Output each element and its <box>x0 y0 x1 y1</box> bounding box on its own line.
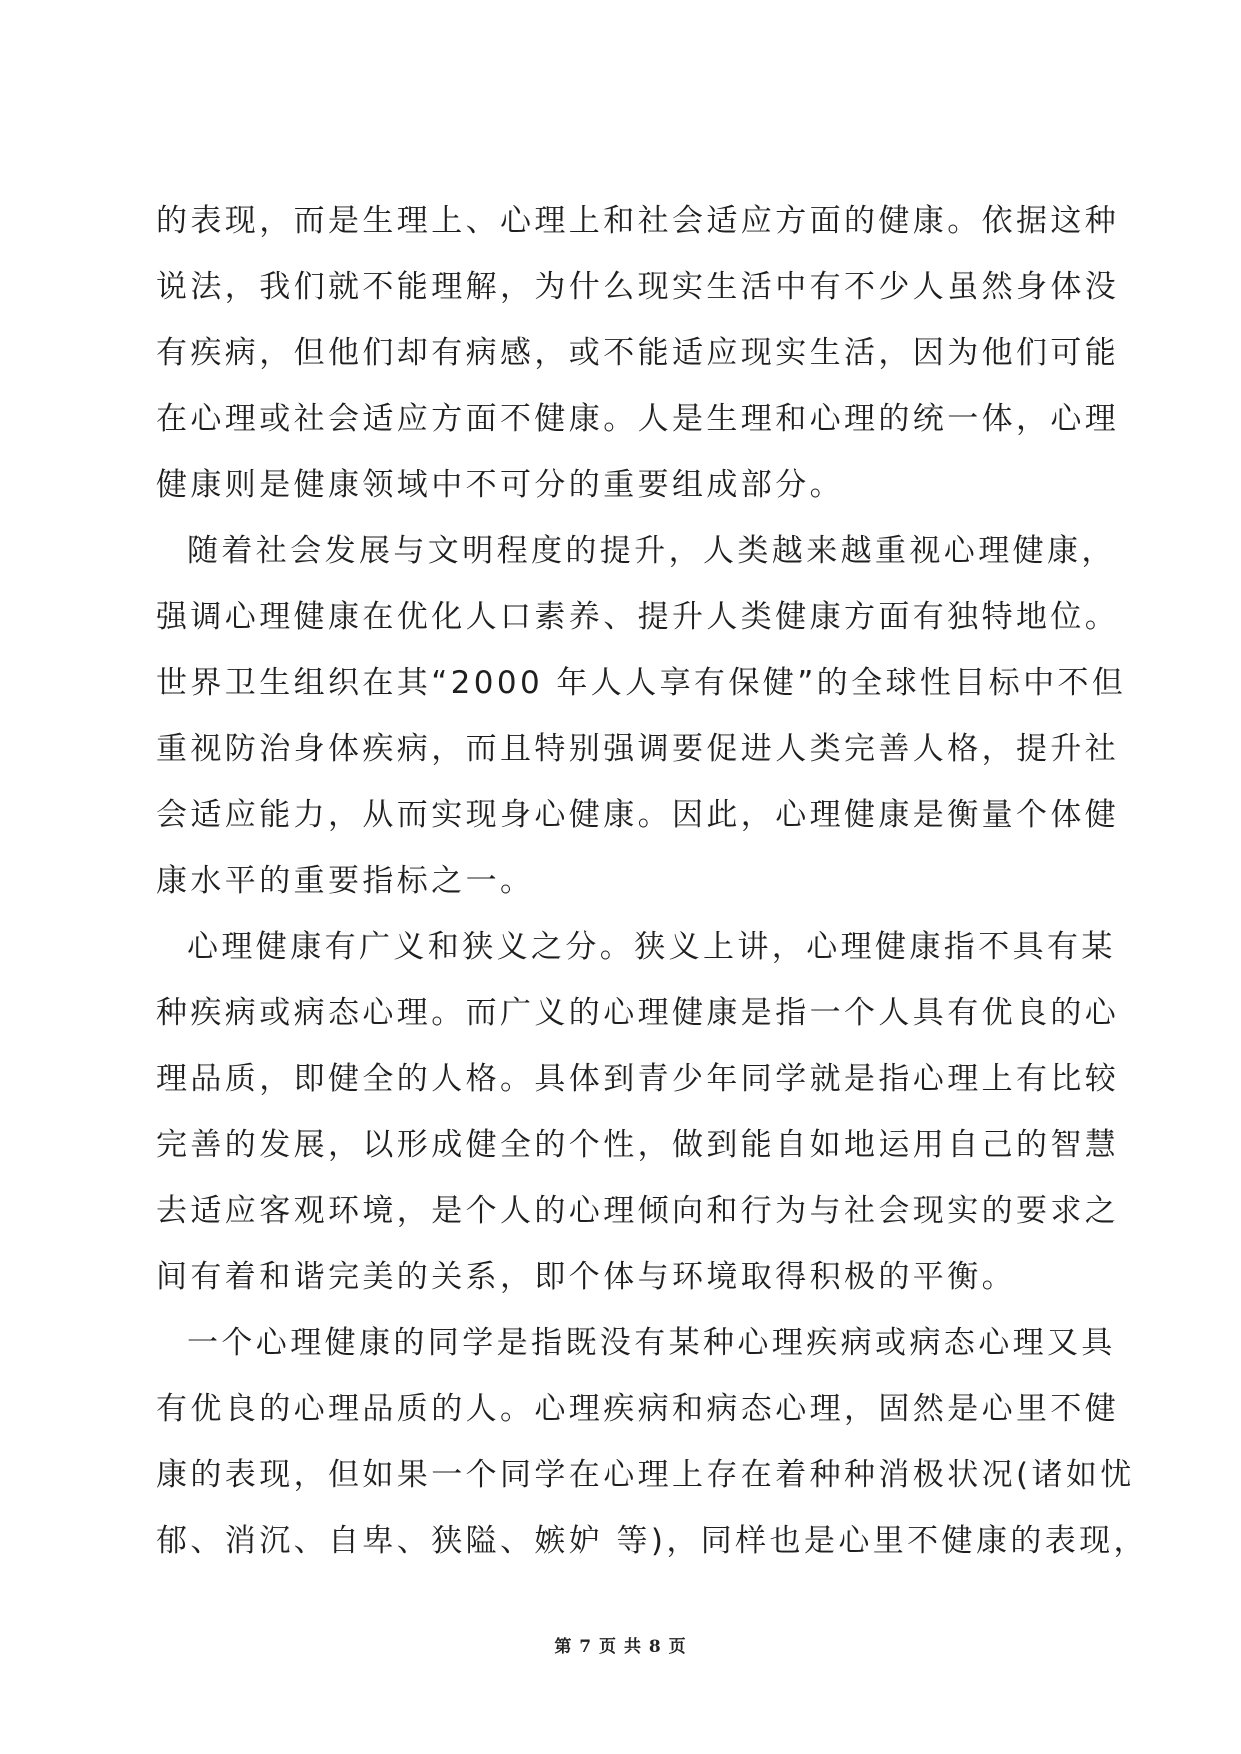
text-line: 完善的发展，以形成健全的个性，做到能自如地运用自己的智慧 <box>156 1127 1120 1163</box>
text-line: 随着社会发展与文明程度的提升，人类越来越重视心理健康， <box>187 533 1116 569</box>
text-line: 强调心理健康在优化人口素养、提升人类健康方面有独特地位。 <box>156 599 1120 635</box>
text-line: 去适应客观环境，是个人的心理倾向和行为与社会现实的要求之 <box>156 1193 1120 1229</box>
text-line: 康水平的重要指标之一。 <box>156 863 535 899</box>
paragraph-4 <box>156 1310 1148 1574</box>
text-line: 有疾病，但他们却有病感，或不能适应现实生活，因为他们可能 <box>156 335 1120 371</box>
text-line: 心理健康有广义和狭义之分。狭义上讲，心理健康指不具有某 <box>187 929 1116 965</box>
text-line: 康的表现，但如果一个同学在心理上存在着种种消极状况(诸如忧 <box>156 1457 1135 1493</box>
text-line: 的表现，而是生理上、心理上和社会适应方面的健康。依据这种 <box>156 203 1120 239</box>
text-line: 理品质，即健全的人格。具体到青少年同学就是指心理上有比较 <box>156 1061 1120 1097</box>
text-line: 说法，我们就不能理解，为什么现实生活中有不少人虽然身体没 <box>156 269 1120 305</box>
text-line: 重视防治身体疾病，而且特别强调要促进人类完善人格，提升社 <box>156 731 1120 767</box>
paragraph-1 <box>156 188 1120 518</box>
text-line: 间有着和谐完美的关系，即个体与环境取得积极的平衡。 <box>156 1259 1016 1295</box>
text-line: 有优良的心理品质的人。心理疾病和病态心理，固然是心里不健 <box>156 1391 1120 1427</box>
document-body <box>156 188 1148 1574</box>
text-line: 世界卫生组织在其“2000 年人人享有保健”的全球性目标中不但 <box>156 665 1127 701</box>
text-line: 种疾病或病态心理。而广义的心理健康是指一个人具有优良的心 <box>156 995 1120 1031</box>
text-line: 在心理或社会适应方面不健康。人是生理和心理的统一体，心理 <box>156 401 1120 437</box>
text-line: 健康则是健康领域中不可分的重要组成部分。 <box>156 467 844 503</box>
paragraph-3 <box>156 914 1120 1310</box>
text-line: 会适应能力，从而实现身心健康。因此，心理健康是衡量个体健 <box>156 797 1120 833</box>
text-line: 郁、消沉、自卑、狭隘、嫉妒 等)，同样也是心里不健康的表现， <box>156 1523 1148 1559</box>
paragraph-2 <box>156 518 1127 914</box>
text-line: 一个心理健康的同学是指既没有某种心理疾病或病态心理又具 <box>187 1325 1116 1361</box>
page-number-footer: 第 7 页 共 8 页 <box>554 1637 687 1657</box>
